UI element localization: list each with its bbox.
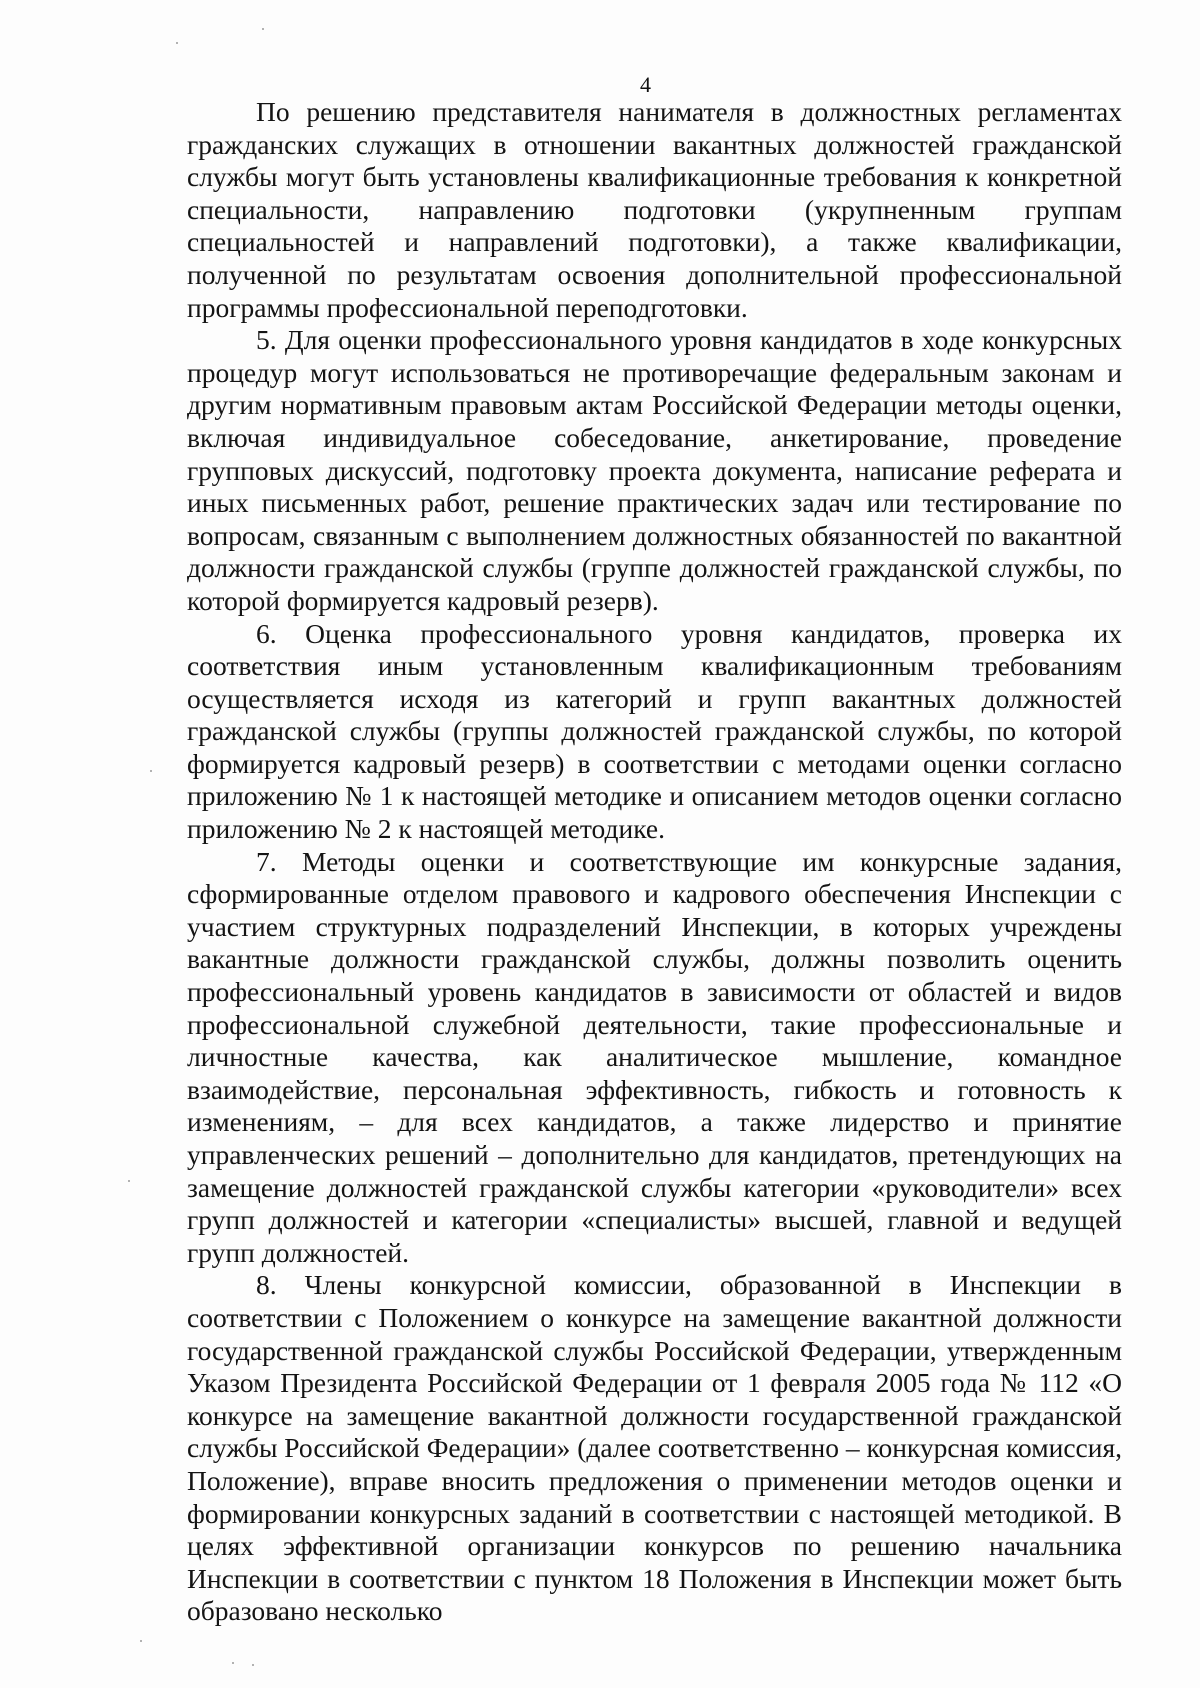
- paragraph-5-evaluation-methods: 5. Для оценки профессионального уровня кандидатов в ходе конкурсных процедур могут использоваться не противоречащие федеральным законам и другим нормативным правовым актам Российской Федерации методы оценки, включая индивидуальное собеседование, анкетирование, проведение групповых дискуссий, подготовку проекта документа, написание реферата и иных письменных работ, решение практических задач или тестирование по вопросам, связанным с выполнением должностных обязанностей по вакантной должности гражданской службы (группе должностей гражданской службы, по которой формируется кадровый резерв).: [187, 324, 1122, 616]
- scan-speck: [176, 42, 178, 44]
- paragraph-qualification-requirements: По решению представителя нанимателя в должностных регламентах гражданских служащих в отношении вакантных должностей гражданской службы могут быть установлены квалификационные требования к конкретной специальности, направлению подготовки (укрупненным группам специальностей и направлений подготовки), а также квалификации, полученной по результатам освоения дополнительной профессиональной программы профессиональной переподготовки.: [187, 96, 1122, 323]
- paragraph-8-commission-members: 8. Члены конкурсной комиссии, образованной в Инспекции в соответствии с Положением о конкурсе на замещение вакантной должности государственной гражданской службы Российской Федерации, утвержденным Указом Президента Российской Федерации от 1 февраля 2005 года № 112 «О конкурсе на замещение вакантной должности государственной гражданской службы Российской Федерации» (далее соответственно – конкурсная комиссия, Положение), вправе вносить предложения о применении методов оценки и формировании конкурсных заданий в соответствии с настоящей методикой. В целях эффективной организации конкурсов по решению начальника Инспекции в соответствии с пунктом 18 Положения в Инспекции может быть образовано несколько: [187, 1269, 1122, 1627]
- document-body: [187, 96, 1122, 1628]
- scan-speck: [128, 1180, 130, 1182]
- scan-speck: [262, 28, 264, 30]
- scan-speck: [140, 1640, 142, 1642]
- scan-speck: [232, 1662, 234, 1664]
- page-number: 4: [640, 72, 651, 97]
- paragraph-7-competencies: 7. Методы оценки и соответствующие им конкурсные задания, сформированные отделом правового и кадрового обеспечения Инспекции с участием структурных подразделений Инспекции, в которых учреждены вакантные должности гражданской службы, должны позволить оценить профессиональный уровень кандидатов в зависимости от областей и видов профессиональной служебной деятельности, такие профессиональные и личностные качества, как аналитическое мышление, командное взаимодействие, персональная эффективность, гибкость и готовность к изменениям, – для всех кандидатов, а также лидерство и принятие управленческих решений – дополнительно для кандидатов, претендующих на замещение должностей гражданской службы категории «руководители» всех групп должностей и категории «специалисты» высшей, главной и ведущей групп должностей.: [187, 845, 1122, 1268]
- scan-speck: [252, 1664, 254, 1666]
- scan-speck: [150, 770, 152, 772]
- paragraph-6-evaluation-basis: 6. Оценка профессионального уровня кандидатов, проверка их соответствия иным установленным квалификационным требованиям осуществляется исходя из категорий и групп вакантных должностей гражданской службы (группы должностей гражданской службы, по которой формируется кадровый резерв) в соответствии с методами оценки согласно приложению № 1 к настоящей методике и описанием методов оценки согласно приложению № 2 к настоящей методике.: [187, 617, 1122, 845]
